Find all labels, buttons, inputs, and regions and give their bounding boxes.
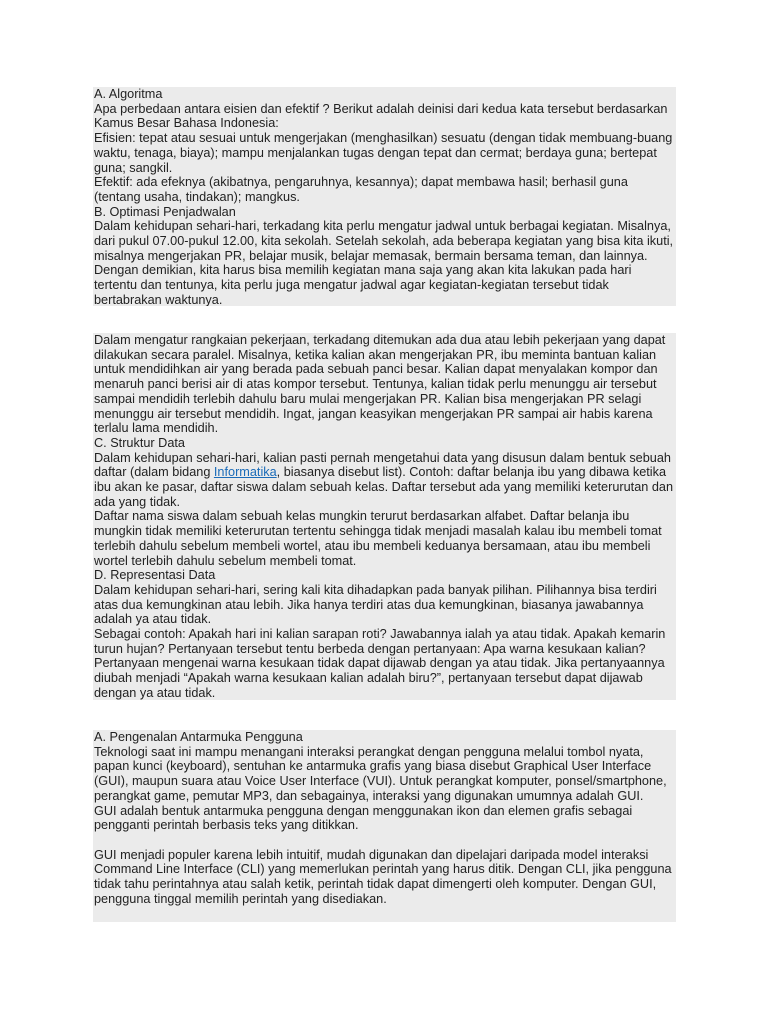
paragraph-struktur-data-1 <box>94 451 676 510</box>
heading-representasi-data: D. Representasi Data <box>94 568 216 583</box>
heading-struktur-data: C. Struktur Data <box>94 435 185 450</box>
informatika-link[interactable]: Informatika <box>213 465 277 480</box>
heading-optimasi-penjadwalan: B. Optimasi Penjadwalan <box>94 204 236 219</box>
paragraph-antarmuka-3: GUI menjadi populer karena lebih intuitif, mudah digunakan dan dipelajari daripada model interaksi Command Line Interface (CLI) yang memerlukan perintah yang harus ditik. Dengan CLI, jika pengguna tidak tahu perintahnya atau salah ketik, perintah tidak dapat dimengerti oleh komputer. Dengan GUI, pengguna tinggal memilih perintah yang disediakan. <box>94 847 672 906</box>
paragraph-struktur-data-2: Daftar nama siswa dalam sebuah kelas mungkin terurut berdasarkan alfabet. Daftar belanja ibu mungkin tidak memiliki keterurutan tertentu sehingga tidak menjadi masalah kalau ibu membeli tomat terlebih dahulu sebelum membeli wortel, atau ibu membeli keduanya bersamaan, atau ibu membeli wortel terlebih dahulu sebelum membeli tomat. <box>94 509 662 568</box>
paragraph-representasi-2: Sebagai contoh: Apakah hari ini kalian sarapan roti? Jawabannya ialah ya atau tidak. Apakah kemarin turun hujan? Pertanyaan tersebut tentu berbeda dengan pertanyaan: Apa warna kesukaan kalian? Pertanyaan mengenai warna kesukaan tidak dapat dijawab dengan ya atau tidak. Jika pertanyaannya diubah menjadi “Apakah warna kesukaan kalian adalah biru?”, pertanyaan tersebut dapat dijawab dengan ya atau tidak. <box>94 627 666 700</box>
heading-antarmuka-pengguna: A. Pengenalan Antarmuka Pengguna <box>94 730 303 744</box>
paragraph-efisien: Efisien: tepat atau sesuai untuk mengerjakan (menghasilkan) sesuatu (dengan tidak membuang-buang waktu, tenaga, biaya); mampu menjalankan tugas dengan tepat dan cermat; berdaya guna; bertepat guna; sangkil. <box>94 131 673 175</box>
paragraph-efektif: Efektif: ada efeknya (akibatnya, pengaruhnya, kesannya); dapat membawa hasil; berhasil guna (tentang usaha, tindakan); mangkus. <box>94 175 628 204</box>
paragraph-intro: Apa perbedaan antara eisien dan efektif ? Berikut adalah deinisi dari kedua kata tersebut berdasarkan Kamus Besar Bahasa Indonesia: <box>94 101 668 131</box>
text-block-algoritma <box>93 87 676 306</box>
heading-algoritma: A. Algoritma <box>94 87 163 101</box>
text-block-struktur-data <box>93 333 676 700</box>
paragraph-antarmuka-1: Teknologi saat ini mampu menangani interaksi perangkat dengan pengguna melalui tombol nyata, papan kunci (keyboard), sentuhan ke antarmuka grafis yang biasa disebut Graphical User Interface (GUI), maupun suara atau Voice User Interface (VUI). Untuk perangkat komputer, ponsel/smartphone, perangkat game, pemutar MP3, dan sebagainya, interaksi yang digunakan umumnya adalah GUI. <box>94 744 667 803</box>
paragraph-antarmuka-2: GUI adalah bentuk antarmuka pengguna dengan menggunakan ikon dan elemen grafis sebagai pengganti perintah berbasis teks yang ditikkan. <box>94 803 633 833</box>
paragraph-optimasi: Dalam kehidupan sehari-hari, terkadang kita perlu mengatur jadwal untuk berbagai kegiatan. Misalnya, dari pukul 07.00-pukul 12.00, kita sekolah. Setelah sekolah, ada beberapa kegiatan yang bisa kita ikuti, misalnya mengerjakan PR, belajar musik, belajar memasak, bermain bersama teman, dan lainnya. Dengan demikian, kita harus bisa memilih kegiatan mana saja yang akan kita lakukan pada hari tertentu dan tentunya, kita perlu juga mengatur jadwal agar kegiatan-kegiatan tersebut tidak bertabrakan waktunya. <box>94 219 674 306</box>
text-block-antarmuka <box>93 730 676 922</box>
paragraph-paralel: Dalam mengatur rangkaian pekerjaan, terkadang ditemukan ada dua atau lebih pekerjaan yang dapat dilakukan secara paralel. Misalnya, ketika kalian akan mengerjakan PR, ibu meminta bantuan kalian untuk mendidihkan air yang berada pada sebuah panci besar. Kalian dapat menyalakan kompor dan menaruh panci berisi air di atas kompor tersebut. Tentunya, kalian tidak perlu menunggu air tersebut sampai mendidih terlebih dahulu baru mulai mengerjakan PR. Kalian bisa mengerjakan PR selagi menunggu air tersebut mendidih. Ingat, jangan keasyikan mengerjakan PR sampai air habis karena terlalu lama mendidih. <box>94 333 666 436</box>
paragraph-representasi-1: Dalam kehidupan sehari-hari, sering kali kita dihadapkan pada banyak pilihan. Pilihannya bisa terdiri atas dua kemungkinan atau lebih. Jika hanya terdiri atas dua kemungkinan, biasanya jawabannya adalah ya atau tidak. <box>94 582 657 627</box>
paragraph-text: Dalam kehidupan sehari-hari, kalian pasti pernah mengetahui data yang disusun dalam bentuk sebuah daftar (dalam bidang <box>94 450 671 480</box>
paragraph-gap <box>94 833 676 848</box>
paragraph-text: , biasanya disebut list). Contoh: daftar belanja ibu yang dibawa ketika ibu akan ke pasar, daftar siswa dalam sebuah kelas. Daftar tersebut ada yang memiliki keterurutan dan ada yang tidak. <box>94 465 674 509</box>
